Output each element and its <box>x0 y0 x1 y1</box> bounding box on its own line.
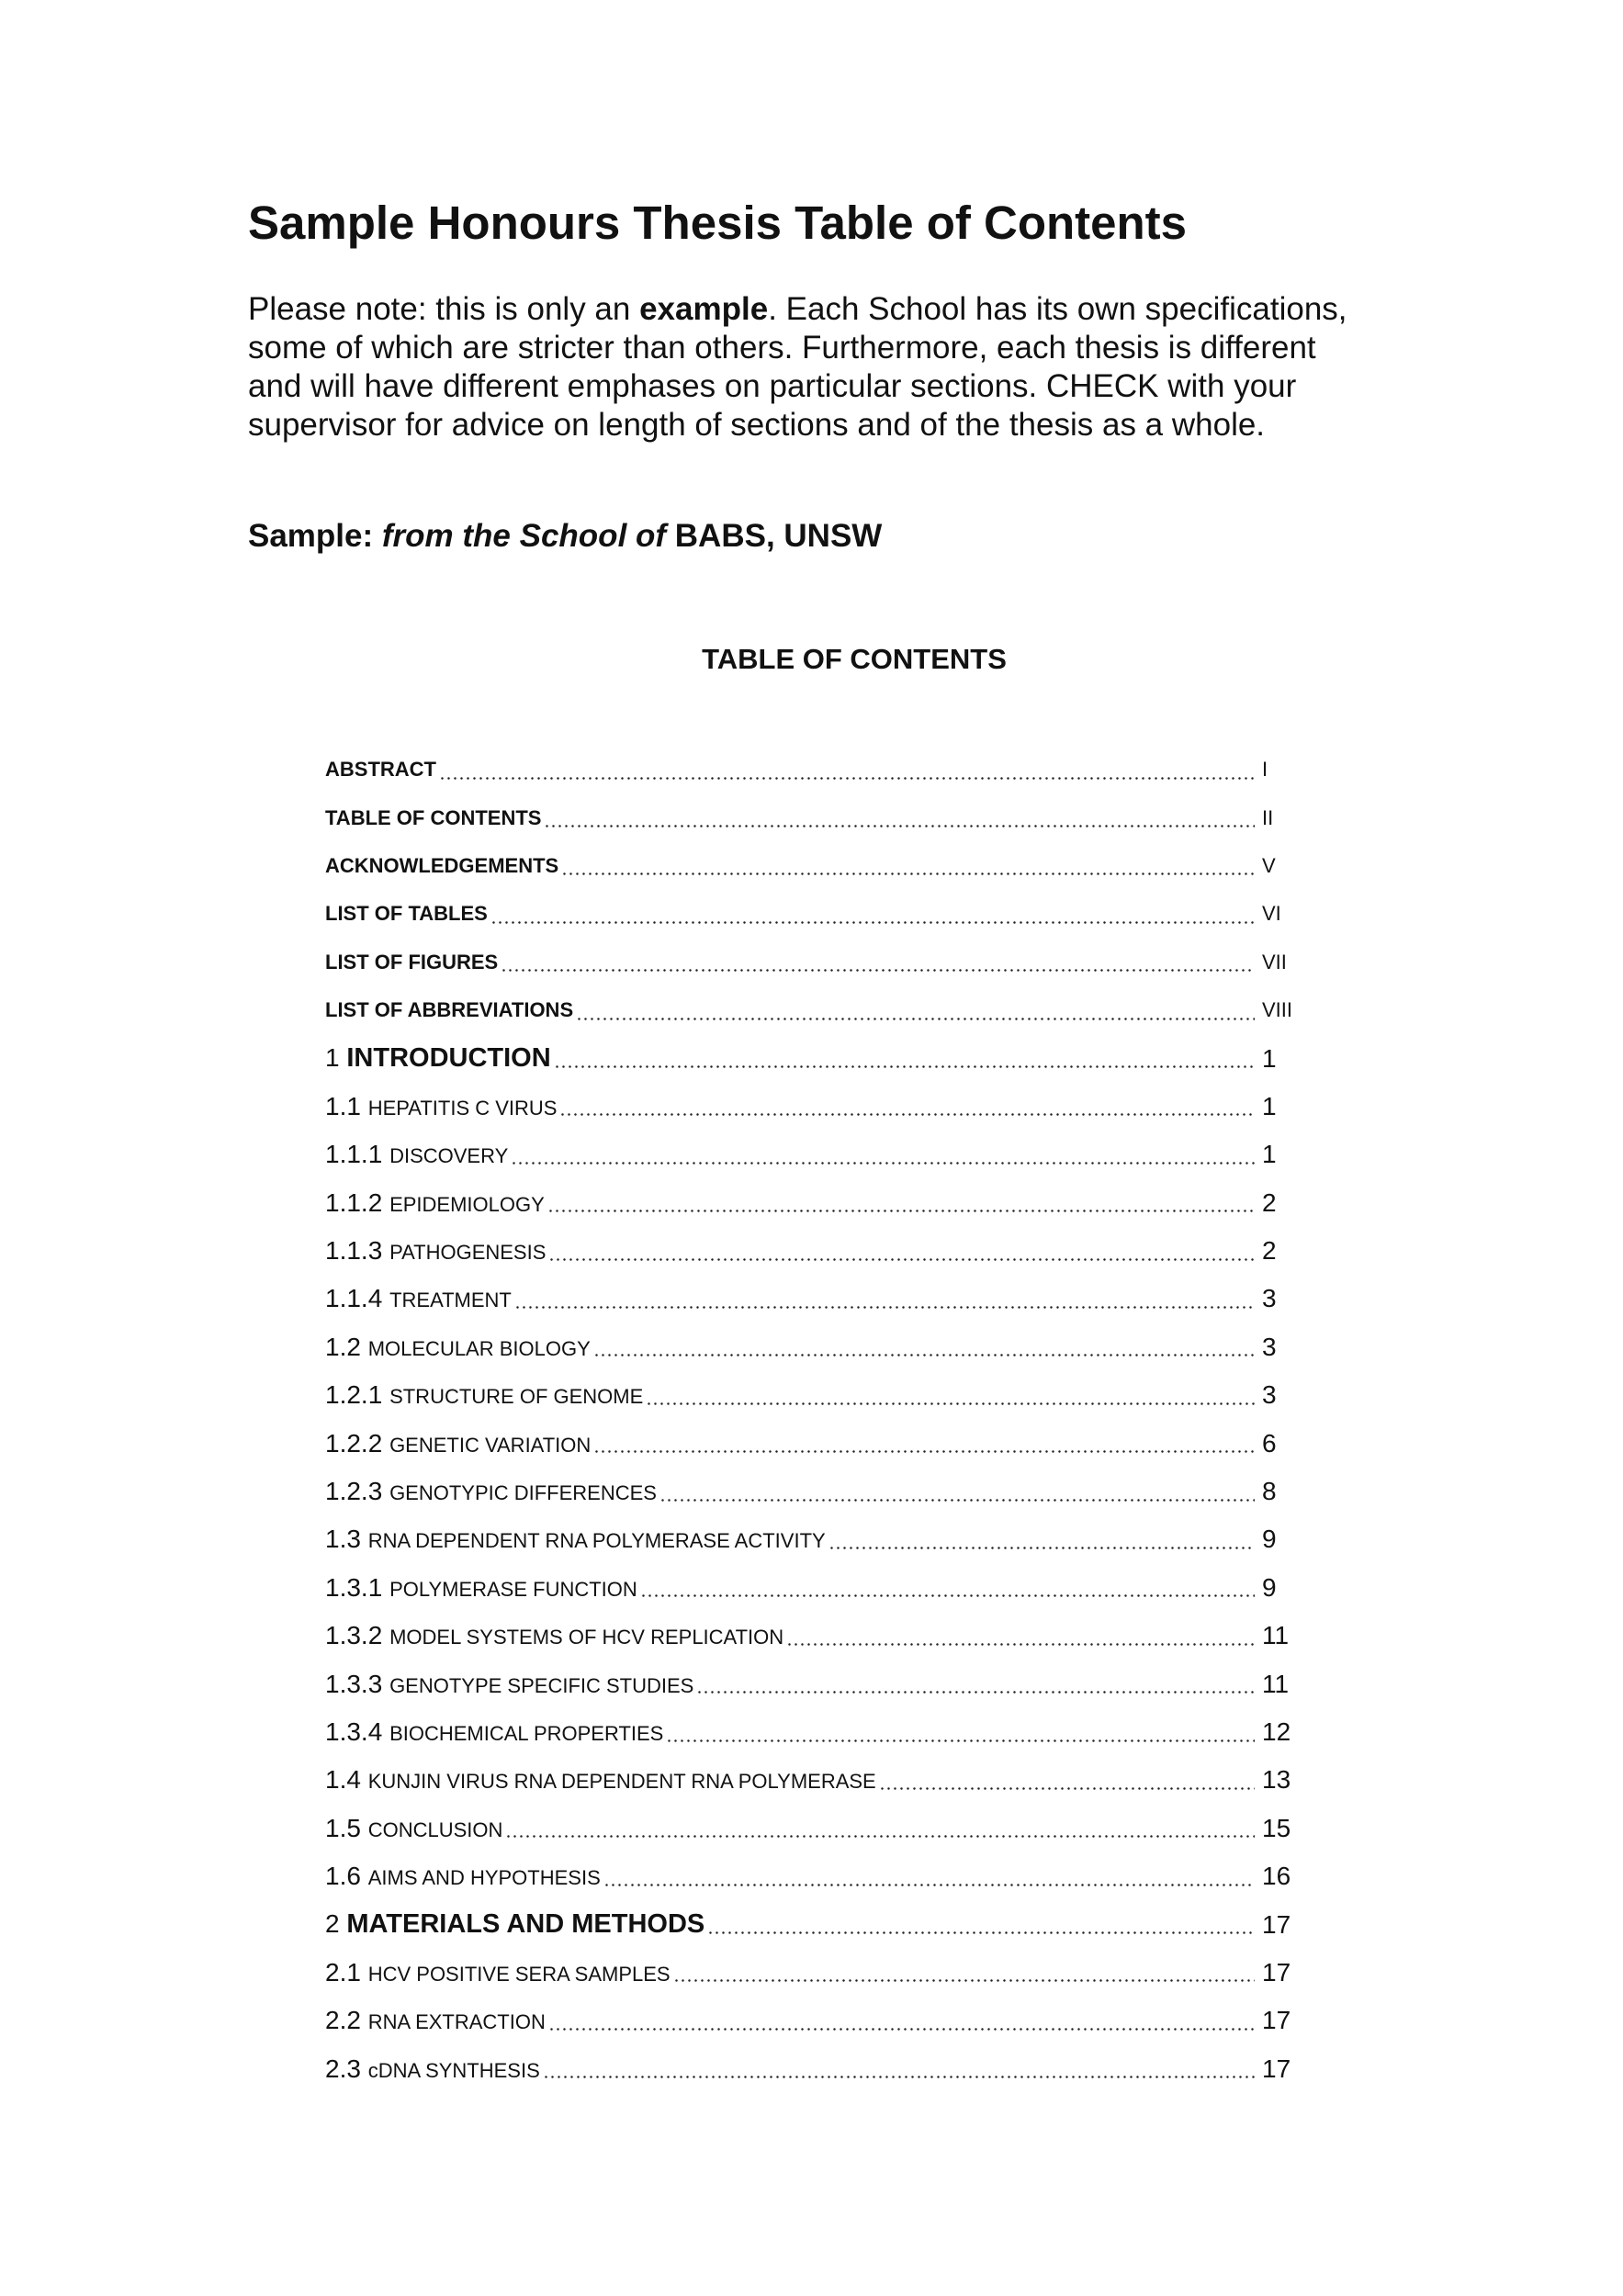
toc-page-number: 17 <box>1262 1957 1291 1986</box>
toc-page-number: 11 <box>1262 1621 1290 1650</box>
toc-entry-text: GENETIC VARIATION <box>389 1433 592 1457</box>
toc-entry <box>325 1612 1293 1660</box>
toc-page-number: 3 <box>1262 1380 1277 1410</box>
toc-entry-number: 1.2 <box>325 1332 368 1361</box>
toc-entry <box>325 2045 1293 2093</box>
toc-entry-label <box>325 998 576 1022</box>
toc-entry-number: 1.2.3 <box>325 1477 390 1506</box>
toc-entry-label <box>325 1814 505 1843</box>
toc-entry <box>325 1515 1293 1563</box>
toc-entry-text: CONCLUSION <box>367 1818 503 1841</box>
toc-entry <box>325 1179 1293 1227</box>
toc-entry-text: LIST OF ABBREVIATIONS <box>325 998 574 1022</box>
toc-entry-number: 1.1.2 <box>325 1187 390 1217</box>
toc-entry-number: 2.3 <box>325 2054 368 2083</box>
page-title: Sample Honours Thesis Table of Contents <box>248 197 1188 249</box>
toc-entry-text: KUNJIN VIRUS <box>367 1770 514 1794</box>
toc-entry-label <box>325 1717 666 1747</box>
toc-entry <box>325 1227 1293 1275</box>
toc-entry-label <box>325 758 439 782</box>
toc-entry-text: RNA <box>367 1529 410 1553</box>
toc-dot-leader <box>561 872 1255 875</box>
toc-entry-text: ACKNOWLEDGEMENTS <box>325 853 559 877</box>
toc-entry <box>325 1468 1293 1515</box>
toc-entry-text: HCV <box>602 1626 645 1649</box>
toc-dot-leader <box>673 1979 1255 1982</box>
toc-entry-number: 1.1.3 <box>325 1236 390 1266</box>
toc-entry-label <box>325 1236 548 1266</box>
toc-dot-leader <box>511 1162 1255 1165</box>
toc-entry-label <box>325 902 490 926</box>
toc-entry-number: 2.1 <box>325 1957 368 1986</box>
toc-page-number: 15 <box>1262 1813 1291 1842</box>
toc-dot-leader <box>593 1354 1255 1356</box>
toc-page-number: 17 <box>1262 2006 1291 2035</box>
toc-entry-text: LIST OF TABLES <box>325 902 488 926</box>
toc-entry-text: DNA <box>378 2058 420 2082</box>
toc-entry-label <box>325 1573 640 1603</box>
toc-entry-number: 1.3.4 <box>325 1717 390 1746</box>
toc-dot-leader <box>576 1018 1255 1020</box>
toc-entry-text: LIST OF FIGURES <box>325 950 499 974</box>
toc-entry-label <box>325 1188 547 1218</box>
toc-entry-number: 1 <box>325 1043 347 1073</box>
toc-page-number: 2 <box>1262 1187 1277 1217</box>
toc-entry-text: RNA <box>513 1770 556 1794</box>
note-line-1: Please note: this is only an example. Each School has its own specifications, <box>248 291 1347 327</box>
toc-page-number: 12 <box>1262 1717 1291 1746</box>
toc-entry <box>325 1419 1293 1467</box>
toc-page-number: 13 <box>1262 1765 1291 1795</box>
toc-entry-text: TREATMENT <box>389 1289 512 1312</box>
toc-entry-text: SYNTHESIS <box>419 2058 540 2082</box>
toc-page-number: 1 <box>1262 1140 1277 1169</box>
toc-dot-leader <box>505 1835 1255 1838</box>
toc-page-number: 3 <box>1262 1284 1277 1313</box>
toc-entry-number: 1.1 <box>325 1091 368 1120</box>
toc-entry-number: 1.3.1 <box>325 1572 390 1602</box>
toc-page-number: VIII <box>1262 998 1293 1022</box>
toc-entry-text: AIMS AND HYPOTHESIS <box>367 1866 601 1890</box>
toc-entry-text: VIRUS <box>490 1096 558 1120</box>
toc-entry-text: STRUCTURE OF GENOME <box>389 1385 644 1409</box>
note-line-3: and will have different emphases on particular sections. CHECK with your <box>248 368 1297 404</box>
toc-entry-text: RNA <box>367 2010 410 2034</box>
toc-entry-text: BIOCHEMICAL PROPERTIES <box>389 1722 664 1745</box>
toc-entry-number: 1.4 <box>325 1765 368 1795</box>
toc-dot-leader <box>593 1450 1255 1453</box>
toc-dot-leader <box>659 1499 1255 1502</box>
toc-entry-label <box>325 1333 593 1362</box>
toc-entry <box>325 890 1293 938</box>
toc-entry-text: MODEL SYSTEMS OF <box>389 1626 603 1649</box>
toc-entry <box>325 1949 1293 1997</box>
toc-page-number: 2 <box>1262 1236 1277 1266</box>
toc-page-number: 17 <box>1262 1909 1291 1939</box>
toc-page-number: 6 <box>1262 1428 1277 1458</box>
toc-page-number: 1 <box>1262 1043 1277 1073</box>
toc-entry <box>325 1083 1293 1131</box>
toc-page-number: VI <box>1262 902 1281 926</box>
toc-entry-label <box>325 854 561 878</box>
toc-page-number: VII <box>1262 950 1287 974</box>
toc-dot-leader <box>547 1210 1255 1212</box>
toc-entry-text: GENOTYPE SPECIFIC STUDIES <box>389 1673 694 1697</box>
toc-entry-text: DEPENDENT RNA POLYMERASE ACTIVITY <box>409 1529 826 1553</box>
toc-entry <box>325 746 1293 793</box>
note-line-4: supervisor for advice on length of sections and of the thesis as a whole. <box>248 407 1266 443</box>
toc-entry-number: 1.2.1 <box>325 1380 390 1410</box>
toc-entry-text: MATERIALS AND METHODS <box>346 1909 705 1940</box>
toc-page-number: 17 <box>1262 2054 1291 2083</box>
toc-page-number: 11 <box>1262 1669 1290 1698</box>
toc-entry <box>325 1756 1293 1804</box>
toc-entry-label <box>325 1284 514 1313</box>
toc-entry-number: 1.3.2 <box>325 1621 390 1650</box>
toc-entry-text: HCV <box>367 1962 411 1986</box>
toc-entry <box>325 1805 1293 1852</box>
toc-entry <box>325 1131 1293 1178</box>
toc-dot-leader <box>439 777 1255 780</box>
toc-entry-text: HEPATITIS <box>367 1096 476 1120</box>
toc-entry-text: POLYMERASE FUNCTION <box>389 1577 637 1601</box>
toc-entry-text: REPLICATION <box>644 1626 784 1649</box>
toc-entry-label <box>325 806 544 830</box>
toc-entry-label <box>325 1380 646 1410</box>
toc-entry-text: PATHOGENESIS <box>389 1241 547 1265</box>
toc-entry-text: TABLE OF CONTENTS <box>325 805 542 829</box>
toc-dot-leader <box>707 1931 1255 1934</box>
toc-page-number: 8 <box>1262 1477 1277 1506</box>
toc-entry-label <box>325 1958 673 1987</box>
toc-entry <box>325 1900 1293 1948</box>
toc-entry <box>325 1275 1293 1322</box>
toc-entry-number: 1.1.4 <box>325 1284 390 1313</box>
toc-entry-text: GENOTYPIC DIFFERENCES <box>389 1481 657 1505</box>
note-line-2: some of which are stricter than others. Furthermore, each thesis is different <box>248 330 1316 366</box>
toc-dot-leader <box>548 2028 1255 2031</box>
toc-entry-label <box>325 1765 879 1795</box>
toc-dot-leader <box>828 1547 1255 1549</box>
toc-entry <box>325 1371 1293 1419</box>
toc-entry-text: POSITIVE SERA SAMPLES <box>411 1962 671 1986</box>
note-emphasis: example <box>639 291 769 327</box>
toc-dot-leader <box>646 1402 1255 1405</box>
toc-entry <box>325 842 1293 890</box>
toc-page-number: I <box>1262 758 1268 782</box>
toc-page-number: 1 <box>1262 1091 1277 1120</box>
toc-dot-leader <box>666 1739 1255 1742</box>
toc-entry-number: 2 <box>325 1909 347 1939</box>
toc-entry-label <box>325 1477 659 1506</box>
toc-dot-leader <box>640 1594 1255 1597</box>
toc-dot-leader <box>696 1691 1255 1694</box>
toc-entry-number: 2.2 <box>325 2006 368 2035</box>
toc-dot-leader <box>554 1065 1255 1068</box>
toc-entry <box>325 939 1293 986</box>
toc-entry <box>325 793 1293 841</box>
sample-source-heading: Sample: from the School of BABS, UNSW <box>248 518 883 554</box>
toc-entry-text: POLYMERASE <box>732 1770 876 1794</box>
toc-page-number: V <box>1262 853 1276 877</box>
note-paragraph <box>248 290 1460 445</box>
toc-entry-text: EPIDEMIOLOGY <box>389 1192 545 1216</box>
toc-page-number: 16 <box>1262 1862 1291 1891</box>
toc-dot-leader <box>559 1113 1255 1116</box>
toc-page-number: 3 <box>1262 1332 1277 1361</box>
toc-entry-label <box>325 2054 543 2084</box>
toc-entry-label <box>325 951 501 974</box>
toc-dot-leader <box>543 2076 1255 2078</box>
toc-dot-leader <box>490 921 1255 924</box>
toc-dot-leader <box>548 1258 1255 1261</box>
toc-entry <box>325 986 1293 1034</box>
toc-entry-number: 1.3 <box>325 1525 368 1554</box>
toc-entry <box>325 1708 1293 1756</box>
toc-page-number: 9 <box>1262 1572 1277 1602</box>
toc-entry-label <box>325 1140 511 1169</box>
toc-entry-text: DISCOVERY <box>389 1144 509 1168</box>
toc-entry-label <box>325 1429 593 1458</box>
toc-dot-leader <box>544 825 1255 827</box>
toc-entry-label <box>325 1525 828 1554</box>
toc-entry-number: 1.1.1 <box>325 1140 390 1169</box>
toc-dot-leader <box>879 1787 1255 1790</box>
toc-entry-number: 1.6 <box>325 1862 368 1891</box>
toc-entry-label <box>325 1862 603 1891</box>
table-of-contents <box>325 746 1293 2093</box>
toc-entry <box>325 1034 1293 1082</box>
toc-dot-leader <box>514 1306 1255 1309</box>
toc-entry-label <box>325 1670 696 1699</box>
toc-entry-text: EXTRACTION <box>409 2010 546 2034</box>
toc-entry <box>325 1852 1293 1900</box>
toc-entry <box>325 1323 1293 1371</box>
toc-entry <box>325 1564 1293 1612</box>
toc-entry-text: C <box>475 1096 490 1120</box>
toc-entry-text: RNA <box>691 1770 733 1794</box>
toc-entry-text: c <box>367 2058 378 2082</box>
toc-entry-label <box>325 1909 707 1940</box>
toc-entry-text: ABSTRACT <box>325 758 436 782</box>
toc-entry-text: INTRODUCTION <box>346 1043 551 1074</box>
toc-entry-text: MOLECULAR BIOLOGY <box>367 1336 591 1360</box>
toc-page-number: 9 <box>1262 1525 1277 1554</box>
toc-page-number: II <box>1262 805 1274 829</box>
toc-heading: TABLE OF CONTENTS <box>702 643 1007 675</box>
toc-dot-leader <box>501 969 1255 972</box>
toc-entry-label <box>325 1621 786 1650</box>
toc-entry-number: 1.3.3 <box>325 1669 390 1698</box>
toc-dot-leader <box>603 1884 1255 1886</box>
toc-entry <box>325 1997 1293 2044</box>
toc-dot-leader <box>786 1643 1255 1646</box>
toc-entry-number: 1.2.2 <box>325 1428 390 1458</box>
toc-entry-label <box>325 1092 559 1121</box>
toc-entry <box>325 1660 1293 1707</box>
toc-entry-text: DEPENDENT <box>555 1770 692 1794</box>
toc-entry-number: 1.5 <box>325 1813 368 1842</box>
toc-entry-label <box>325 2006 548 2035</box>
toc-entry-label <box>325 1043 554 1074</box>
